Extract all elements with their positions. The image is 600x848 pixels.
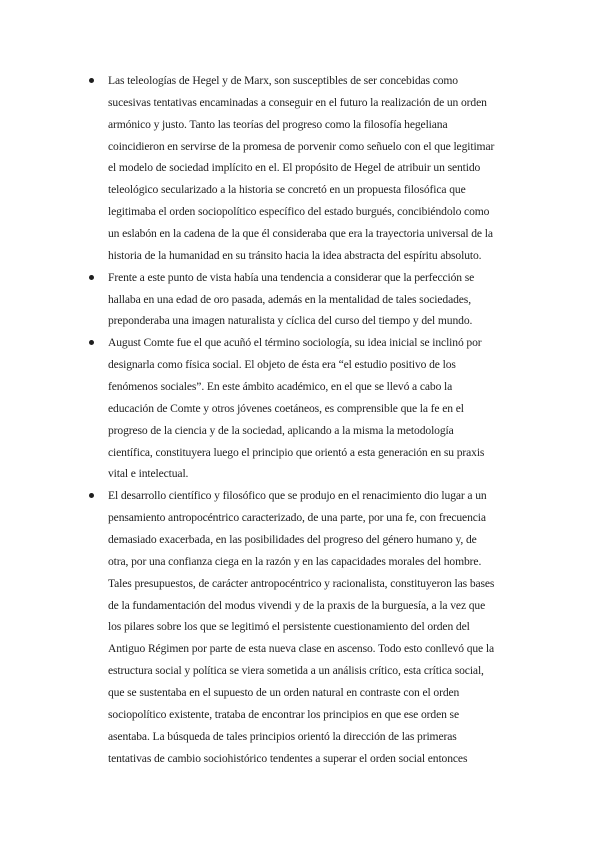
text-line: legitimaba el orden sociopolítico específico del estado burgués, concibiéndolo como bbox=[108, 205, 490, 219]
text-line: Frente a este punto de vista había una tendencia a considerar que la perfección se bbox=[108, 270, 475, 284]
bullet-icon bbox=[89, 275, 94, 280]
text-line: tentativas de cambio sociohistórico tendentes a superar el orden social entonces bbox=[108, 751, 468, 765]
text-line: estructura social y política se viera sometida a un análisis crítico, esta crítica social, bbox=[108, 664, 484, 678]
bullet-item bbox=[108, 332, 528, 485]
bullet-icon bbox=[89, 493, 94, 498]
text-line: otra, por una confianza ciega en la razón y en las capacidades morales del hombre. bbox=[108, 554, 482, 568]
text-line: Antiguo Régimen por parte de esta nueva clase en ascenso. Todo esto conllevó que la bbox=[108, 642, 494, 656]
text-line: que se sustentaba en el supuesto de un orden natural en contraste con el orden bbox=[108, 686, 460, 700]
text-line: designarla como física social. El objeto de ésta era “el estudio positivo de los bbox=[108, 358, 456, 372]
bullet-list bbox=[108, 70, 528, 770]
text-line: sucesivas tentativas encaminadas a conseguir en el futuro la realización de un orden bbox=[108, 95, 487, 109]
bullet-item bbox=[108, 70, 528, 267]
text-line: coincidieron en servirse de la promesa de porvenir como señuelo con el que legitimar bbox=[108, 139, 495, 153]
text-line: asentaba. La búsqueda de tales principios orientó la dirección de las primeras bbox=[108, 729, 457, 743]
text-line: historia de la humanidad en su tránsito hacia la idea abstracta del espíritu absoluto. bbox=[108, 248, 482, 262]
text-line: hallaba en una edad de oro pasada, además en la mentalidad de tales sociedades, bbox=[108, 292, 471, 306]
text-line: los pilares sobre los que se legitimó el persistente cuestionamiento del orden del bbox=[108, 620, 470, 634]
text-line: científica, constituyera luego el principio que orientó a esta generación en su praxis bbox=[108, 445, 485, 459]
bullet-icon bbox=[89, 340, 94, 345]
text-line: vital e intelectual. bbox=[108, 467, 189, 481]
text-line: armónico y justo. Tanto las teorías del progreso como la filosofía hegeliana bbox=[108, 117, 448, 131]
text-line: pensamiento antropocéntrico caracterizado, de una parte, por una fe, con frecuencia bbox=[108, 511, 486, 525]
bullet-icon bbox=[89, 78, 94, 83]
text-line: demasiado exacerbada, en las posibilidades del progreso del género humano y, de bbox=[108, 533, 477, 547]
text-line: el modelo de sociedad implícito en el. El propósito de Hegel de atribuir un sentido bbox=[108, 161, 481, 175]
text-line: Las teleologías de Hegel y de Marx, son susceptibles de ser concebidas como bbox=[108, 74, 458, 87]
text-line: teleológico secularizado a la historia se concretó en un propuesta filosófica que bbox=[108, 183, 466, 197]
text-line: un eslabón en la cadena de la que él consideraba que era la trayectoria universal de la bbox=[108, 227, 493, 241]
text-line: de la fundamentación del modus vivendi y de la praxis de la burguesía, a la vez que bbox=[108, 598, 486, 612]
text-line: Tales presupuestos, de carácter antropocéntrico y racionalista, constituyeron las bases bbox=[108, 576, 495, 590]
text-line: El desarrollo científico y filosófico que se produjo en el renacimiento dio lugar a un bbox=[108, 489, 487, 503]
text-line: progreso de la ciencia y de la sociedad, aplicando a la misma la metodología bbox=[108, 423, 454, 437]
text-line: fenómenos sociales”. En este ámbito académico, en el que se llevó a cabo la bbox=[108, 380, 453, 394]
text-line: August Comte fue el que acuñó el término sociología, su idea inicial se inclinó por bbox=[108, 336, 482, 350]
bullet-item bbox=[108, 267, 528, 333]
bullet-item bbox=[108, 485, 528, 769]
text-line: educación de Comte y otros jóvenes coetáneos, es comprensible que la fe en el bbox=[108, 401, 464, 415]
text-line: sociopolítico existente, trataba de encontrar los principios en que ese orden se bbox=[108, 707, 459, 721]
text-line: preponderaba una imagen naturalista y cíclica del curso del tiempo y del mundo. bbox=[108, 314, 473, 328]
